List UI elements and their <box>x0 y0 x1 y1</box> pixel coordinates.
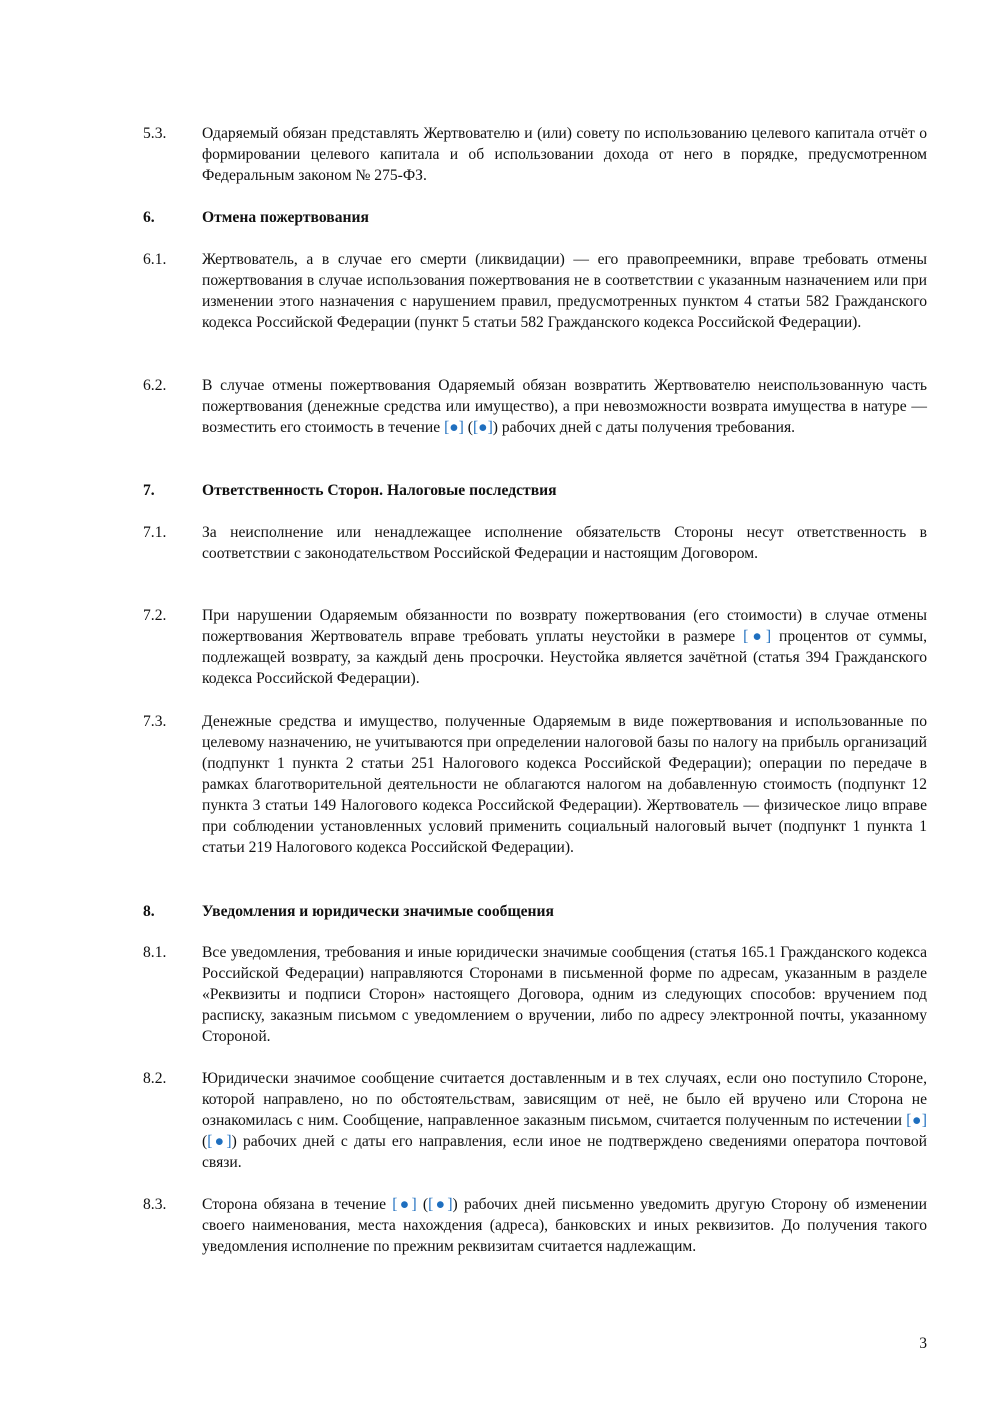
section-title: Ответственность Сторон. Налоговые последствия <box>202 482 557 499</box>
section-number: 6. <box>143 209 155 226</box>
placeholder-marker: [●] <box>392 1196 417 1213</box>
text-segment: ( <box>463 419 473 436</box>
clause-text <box>202 711 927 858</box>
clause-number: 7.3. <box>143 713 167 730</box>
text-segment: При нарушении Одаряемым обязанности по возврату пожертвования (его стоимости) в случае отмены пожертвования Жертвователь вправе требовать уплаты неустойки в размере <box>202 607 927 645</box>
text-segment: ) рабочих дней с даты его направления, если иное не подтверждено сведениями оператора почтовой связи. <box>202 1133 927 1171</box>
text-segment: ) рабочих дней письменно уведомить другую Сторону об изменении своего наименования, места нахождения (адреса), банковских и иных реквизитов. До получения такого уведомления исполнение по прежним реквизитам считается надлежащим. <box>202 1196 927 1255</box>
clause-text <box>202 1194 927 1257</box>
clause-number: 6.2. <box>143 377 167 394</box>
clause-number: 8.3. <box>143 1196 167 1213</box>
text-segment: ) рабочих дней с даты получения требования. <box>492 419 796 436</box>
text-segment: процентов от суммы, подлежащей возврату, за каждый день просрочки. Неустойка является зачётной (статья 394 Гражданского кодекса Российской Федерации). <box>202 628 927 687</box>
text-segment: Жертвователь, а в случае его смерти (ликвидации) — его правопреемники, вправе требовать отмены пожертвования в случае использования пожертвования не в соответствии с указанным назначением или при изменении этого назначения с нарушением правил, предусмотренных пунктом 4 статьи 582 Гражданского кодекса Российской Федерации (пункт 5 статьи 582 Гражданского кодекса Российской Федерации). <box>202 251 927 331</box>
section-title: Уведомления и юридически значимые сообщения <box>202 903 554 920</box>
text-segment: Денежные средства и имущество, полученные Одаряемым в виде пожертвования и использованные по целевому назначению, не учитываются при определении налоговой базы по налогу на прибыль организаций (подпункт 1 пункта 2 статьи 251 Налогового кодекса Российской Федерации); операции по передаче в рамках благотворительной деятельности не облагаются налогом на добавленную стоимость (подпункт 12 пункта 3 статьи 149 Налогового кодекса Российской Федерации). Жертвователь — физическое лицо вправе при соблюдении установленных условий применить социальный налоговый вычет (подпункт 1 пункта 1 статьи 219 Налогового кодекса Российской Федерации). <box>202 713 927 856</box>
clause-number: 7.2. <box>143 607 167 624</box>
clause-number: 6.1. <box>143 251 167 268</box>
clause-number: 8.1. <box>143 944 167 961</box>
clause-text <box>202 522 927 564</box>
text-segment: В случае отмены пожертвования Одаряемый обязан возвратить Жертвователю неиспользованную часть пожертвования (денежные средства или имущество), а при невозможности возврата имущества в натуре — возместить его стоимость в течение <box>202 377 927 436</box>
clause-number: 7.1. <box>143 524 167 541</box>
clause-text <box>202 123 927 186</box>
section-number: 8. <box>143 903 155 920</box>
clause-text <box>202 1068 927 1173</box>
text-segment: Сторона обязана в течение <box>202 1196 393 1213</box>
text-segment: ( <box>202 1133 208 1150</box>
text-segment: ( <box>416 1196 429 1213</box>
placeholder-marker: [●] <box>428 1196 453 1213</box>
clause-text <box>202 605 927 689</box>
placeholder-marker: [●] <box>444 419 464 436</box>
text-segment: За неисполнение или ненадлежащее исполнение обязательств Стороны несут ответственность в соответствии с законодательством Российской Федерации и настоящим Договором. <box>202 524 927 562</box>
section-number: 7. <box>143 482 155 499</box>
page-number: 3 <box>919 1335 927 1352</box>
placeholder-marker: [●] <box>472 419 493 436</box>
text-segment: Все уведомления, требования и иные юридически значимые сообщения (статья 165.1 Гражданского кодекса Российской Федерации) направляются Сторонами в письменной форме по адресам, указанным в разделе «Реквизиты и подписи Сторон» настоящего Договора, одним из следующих способов: вручением под расписку, заказным письмом с уведомлением о вручении, либо по адресу электронной почты, указанному Стороной. <box>202 944 927 1045</box>
clause-text <box>202 942 927 1047</box>
clause-number: 8.2. <box>143 1070 167 1087</box>
text-segment: Одаряемый обязан представлять Жертвователю и (или) совету по использованию целевого капитала отчёт о формировании целевого капитала и об использовании дохода от него в порядке, предусмотренном Федеральным законом № 275-ФЗ. <box>202 125 927 184</box>
placeholder-marker: [●] <box>743 628 772 645</box>
clause-number: 5.3. <box>143 125 167 142</box>
text-segment: Юридически значимое сообщение считается доставленным и в тех случаях, если оно поступило Стороне, которой направлено, но по обстоятельствам, зависящим от неё, не было ей вручено или Сторона не ознакомилась с ним. Сообщение, направленное заказным письмом, считается полученным по истечении <box>202 1070 927 1129</box>
clause-text <box>202 375 927 438</box>
section-title: Отмена пожертвования <box>202 209 369 226</box>
clause-text <box>202 249 927 333</box>
placeholder-marker: [●] <box>207 1133 232 1150</box>
placeholder-marker: [●] <box>906 1112 928 1129</box>
